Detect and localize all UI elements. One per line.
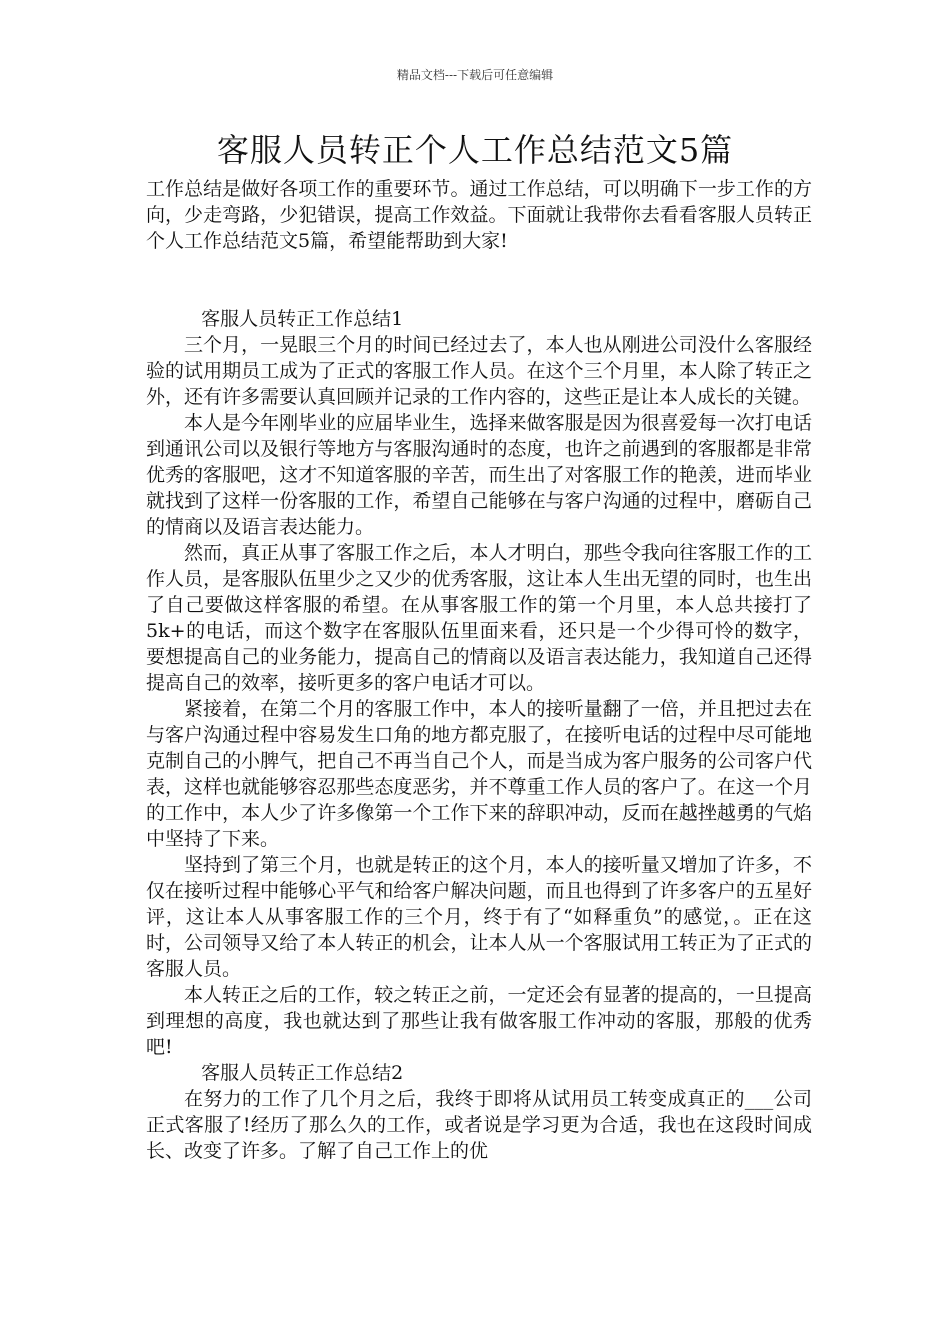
paragraph: 在努力的工作了几个月之后，我终于即将从试用员工转变成真正的___公司正式客服了!经历了那么久的工作，或者说是学习更为合适，我也在这段时间成长、改变了许多。了解了自己工作上的优 — [146, 1088, 812, 1162]
section-heading-1: 客服人员转正工作总结1 — [201, 308, 404, 330]
section-heading-2: 客服人员转正工作总结2 — [201, 1062, 404, 1084]
paragraph: 紧接着，在第二个月的客服工作中，本人的接听量翻了一倍，并且把过去在与客户沟通过程中容易发生口角的地方都克服了，在接听电话的过程中尽可能地克制自己的小脾气，把自己不再当自己个人，而是当成为客户服务的公司客户代表，这样也就能够容忍那些态度恶劣，并不尊重工作人员的客户了。在这一个月的工作中，本人少了许多像第一个工作下来的辞职冲动，反而在越挫越勇的气焰中坚持了下来。 — [146, 698, 812, 850]
paragraph: 三个月，一晃眼三个月的时间已经过去了，本人也从刚进公司没什么客服经验的试用期员工成为了正式的客服工作人员。在这个三个月里，本人除了转正之外，还有许多需要认真回顾并记录的工作内容的，这些正是让本人成长的关键。 — [146, 334, 812, 408]
header-note: 精品文档---下载后可任意编辑 — [396, 68, 554, 82]
document-body — [146, 176, 812, 1164]
paragraph: 坚持到了第三个月，也就是转正的这个月，本人的接听量又增加了许多，不仅在接听过程中能够心平气和给客户解决问题，而且也得到了许多客户的五星好评，这让本人从事客服工作的三个月，终于有了“如释重负”的感觉，。正在这时，公司领导又给了本人转正的机会，让本人从一个客服试用工转正为了正式的客服人员。 — [146, 854, 812, 980]
document-title: 客服人员转正个人工作总结范文5篇 — [216, 131, 734, 169]
intro-paragraph: 工作总结是做好各项工作的重要环节。通过工作总结，可以明确下一步工作的方向，少走弯路，少犯错误，提高工作效益。下面就让我带你去看看客服人员转正个人工作总结范文5篇，希望能帮助到大家! — [146, 178, 812, 252]
paragraph: 然而，真正从事了客服工作之后，本人才明白，那些令我向往客服工作的工作人员，是客服队伍里少之又少的优秀客服，这让本人生出无望的同时，也生出了自己要做这样客服的希望。在从事客服工作的第一个月里，本人总共接打了5k+的电话，而这个数字在客服队伍里面来看，还只是一个少得可怜的数字，要想提高自己的业务能力，提高自己的情商以及语言表达能力，我知道自己还得提高自己的效率，接听更多的客户电话才可以。 — [146, 542, 812, 694]
paragraph: 本人是今年刚毕业的应届毕业生，选择来做客服是因为很喜爱每一次打电话到通讯公司以及银行等地方与客服沟通时的态度，也许之前遇到的客服都是非常优秀的客服吧，这才不知道客服的辛苦，而生出了对客服工作的艳羡，进而毕业就找到了这样一份客服的工作，希望自己能够在与客户沟通的过程中，磨砺自己的情商以及语言表达能力。 — [146, 412, 812, 538]
paragraph: 本人转正之后的工作，较之转正之前，一定还会有显著的提高的，一旦提高到理想的高度，我也就达到了那些让我有做客服工作冲动的客服，那般的优秀吧! — [146, 984, 812, 1058]
blank-line — [146, 254, 812, 306]
